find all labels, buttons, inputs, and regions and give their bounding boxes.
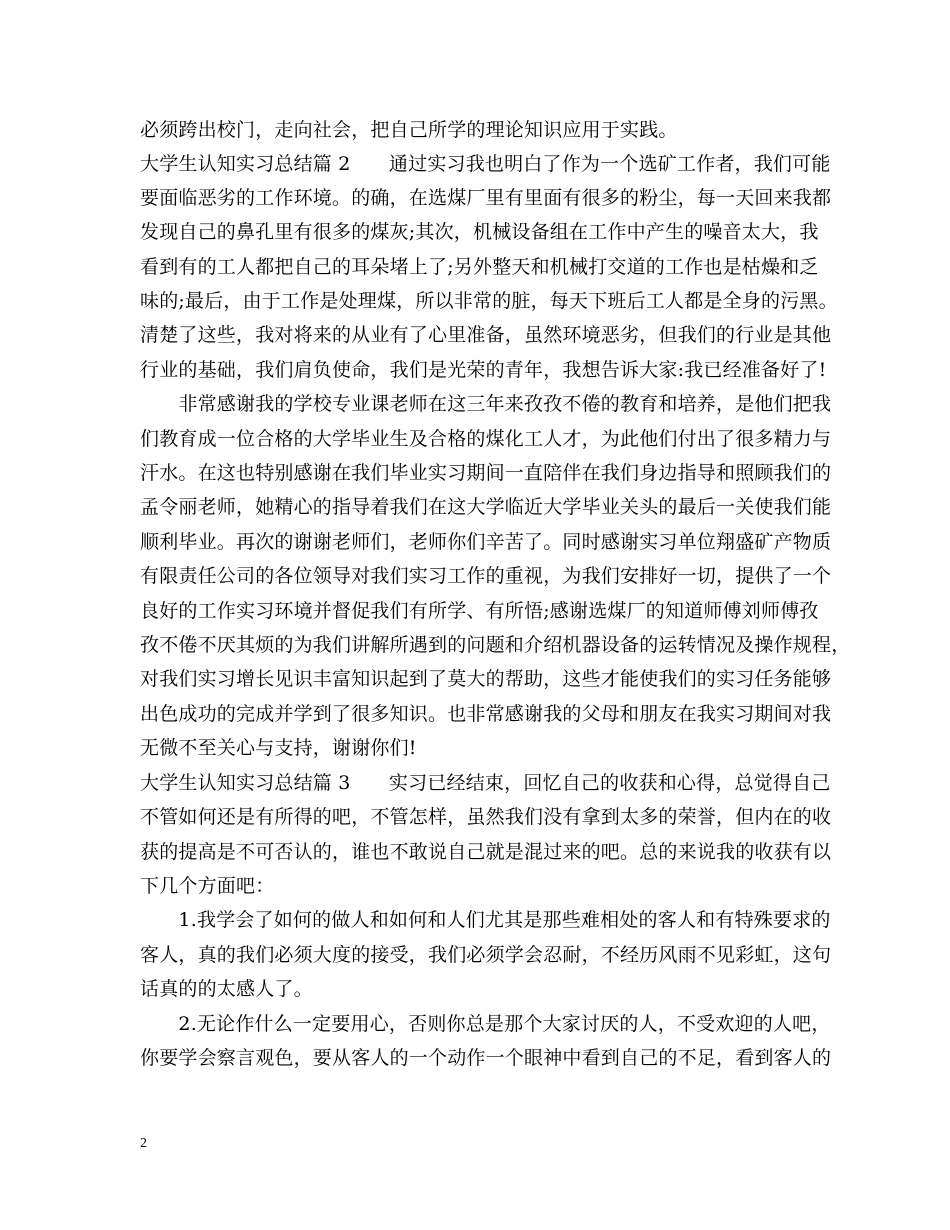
list-item-line: 1.我学会了如何的做人和如何和人们尤其是那些难相处的客人和有特殊要求的 [140,909,831,931]
text-line: 清楚了这些，我对将来的从业有了心里准备，虽然环境恶劣，但我们的行业是其他 [140,324,832,346]
text-line: 汗水。在这也特别感谢在我们毕业实习期间一直陪伴在我们身边指导和照顾我们的 [140,462,832,484]
text-line: 孜不倦不厌其烦的为我们讲解所遇到的问题和介绍机器设备的运转情况及操作规程， [140,634,851,656]
text-line: 话真的的太感人了。 [140,978,313,1000]
text-line: 非常感谢我的学校专业课老师在这三年来孜孜不倦的教育和培养，是他们把我 [140,393,832,415]
text-line: 出色成功的完成并学到了很多知识。也非常感谢我的父母和朋友在我实习期间对我 [140,703,832,725]
text-line: 下几个方面吧： [140,875,275,897]
text-line: 必须跨出校门，走向社会，把自己所学的理论知识应用于实践。 [140,119,678,141]
page-number: 2 [140,1136,147,1151]
section-heading-line: 大学生认知实习总结篇 3 实习已经结束，回忆自己的收获和心得，总觉得自己 [140,772,831,794]
text-line: 味的;最后，由于工作是处理煤，所以非常的脏，每天下班后工人都是全身的污黑。 [140,290,838,312]
list-item-line: 2.无论作什么一定要用心，否则你总是那个大家讨厌的人，不受欢迎的人吧， [140,1013,831,1035]
text-line: 你要学会察言观色，要从客人的一个动作一个眼神中看到自己的不足，看到客人的 [140,1047,832,1069]
text-line: 发现自己的鼻孔里有很多的煤灰;其次，机械设备组在工作中产生的噪音太大，我 [140,221,819,243]
text-line: 要面临恶劣的工作环境。的确，在选煤厂里有里面有很多的粉尘，每一天回来我都 [140,187,832,209]
text-line: 不管如何还是有所得的吧，不管怎样，虽然我们没有拿到太多的荣誉，但内在的收 [140,806,832,828]
text-line: 有限责任公司的各位领导对我们实习工作的重视，为我们安排好一切，提供了一个 [140,565,832,587]
text-line: 孟令丽老师，她精心的指导着我们在这大学临近大学毕业关头的最后一关使我们能 [140,496,832,518]
text-line: 客人，真的我们必须大度的接受，我们必须学会忍耐，不经历风雨不见彩虹，这句 [140,944,832,966]
text-line: 看到有的工人都把自己的耳朵堵上了;另外整天和机械打交道的工作也是枯燥和乏 [140,256,819,278]
text-line: 对我们实习增长见识丰富知识起到了莫大的帮助，这些才能使我们的实习任务能够 [140,668,832,690]
text-line: 良好的工作实习环境并督促我们有所学、有所悟;感谢选煤厂的知道师傅刘师傅孜 [140,600,819,622]
text-line: 顺利毕业。再次的谢谢老师们，老师你们辛苦了。同时感谢实习单位翔盛矿产物质 [140,531,832,553]
text-line: 获的提高是不可否认的，谁也不敢说自己就是混过来的吧。总的来说我的收获有以 [140,841,832,863]
section-heading-line: 大学生认知实习总结篇 2 通过实习我也明白了作为一个选矿工作者，我们可能 [140,153,831,175]
text-line: 们教育成一位合格的大学毕业生及合格的煤化工人才，为此他们付出了很多精力与 [140,428,832,450]
text-line: 行业的基础，我们肩负使命，我们是光荣的青年，我想告诉大家:我已经准备好了! [140,359,827,381]
text-line: 无微不至关心与支持，谢谢你们! [140,737,417,759]
